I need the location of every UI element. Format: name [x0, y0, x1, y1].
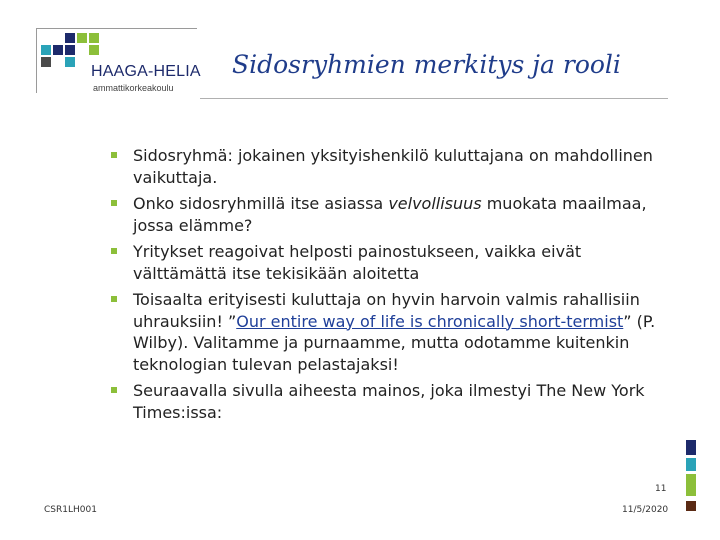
bullet-item	[108, 145, 668, 188]
bullet-item	[108, 193, 668, 236]
title-divider	[200, 98, 668, 99]
page-number: 11	[655, 484, 667, 494]
bullet-text: Yritykset reagoivat helposti painostukseen, vaikka eivät välttämättä itse tekisikään aloitetta	[133, 242, 582, 283]
bullet-square-icon	[111, 200, 117, 206]
bullet-item	[108, 241, 668, 284]
bullet-square-icon	[111, 296, 117, 302]
logo-subtitle: ammattikorkeakoulu	[93, 83, 174, 93]
quote-link[interactable]: Our entire way of life is chronically short-termist	[236, 311, 624, 331]
slide-title: Sidosryhmien merkitys ja rooli	[232, 50, 621, 79]
bullet-text: Onko sidosryhmillä itse asiassa	[133, 194, 389, 213]
bullet-square-icon	[111, 387, 117, 393]
footer-date: 11/5/2020	[622, 505, 669, 515]
logo-name: HAAGA-HELIA	[91, 63, 201, 80]
bullet-list	[108, 145, 668, 428]
footer-code: CSR1LH001	[44, 505, 97, 515]
bullet-item	[108, 380, 668, 423]
bullet-item	[108, 289, 668, 375]
bullet-square-icon	[111, 152, 117, 158]
emphasis-text: velvollisuus	[388, 194, 482, 213]
logo	[36, 28, 201, 93]
bullet-text: Seuraavalla sivulla aiheesta mainos, joka ilmestyi The New York Times:issa:	[133, 381, 645, 422]
bullet-text: Toisaalta erityisesti kuluttaja on hyvin harvoin valmis rahallisiin uhrauksiin! ”	[133, 290, 640, 331]
bullet-text: muokata maailmaa, jossa elämme?	[133, 194, 647, 235]
bullet-square-icon	[111, 248, 117, 254]
bullet-text: ” (P. Wilby). Valitamme ja purnaamme, mutta odotamme kuitenkin teknologian tulevan pelastajaksi!	[133, 311, 656, 374]
bullet-text: Sidosryhmä: jokainen yksityishenkilö kuluttajana on mahdollinen vaikuttaja.	[133, 146, 653, 187]
